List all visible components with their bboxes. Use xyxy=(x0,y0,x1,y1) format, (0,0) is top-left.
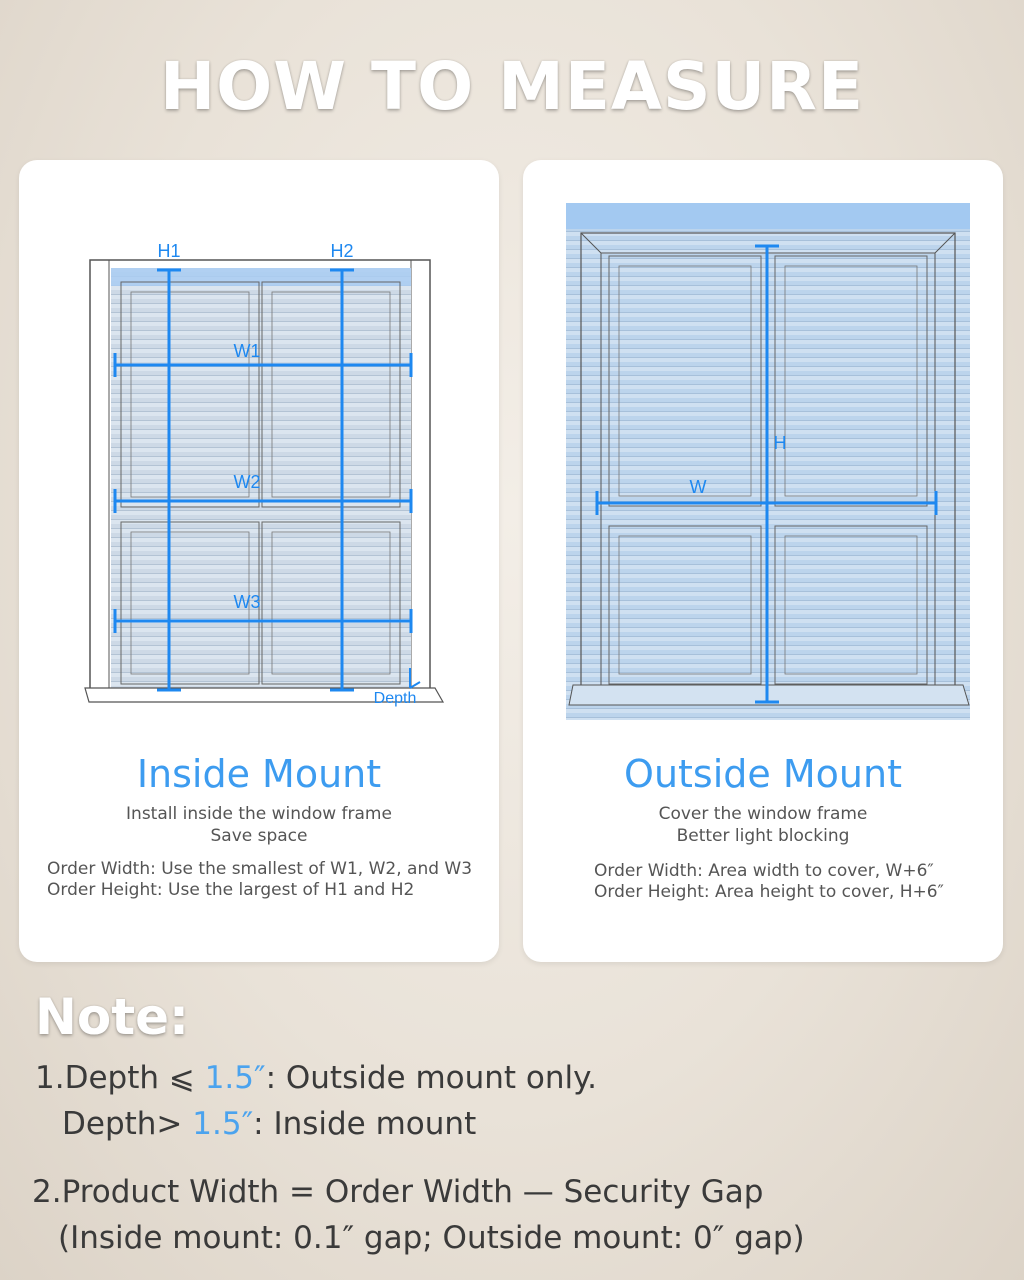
note-1-suffix: : Outside mount only. xyxy=(265,1060,597,1096)
note-line-1 xyxy=(35,1060,597,1096)
outside-mount-sub2: Better light blocking xyxy=(676,826,850,846)
note-line-4: (Inside mount: 0.1″ gap; Outside mount: 0″ gap) xyxy=(58,1220,805,1256)
h1-label: H1 xyxy=(157,241,181,261)
inside-mount-sub1: Install inside the window frame xyxy=(126,804,392,824)
inside-mount-heading: Inside Mount xyxy=(136,752,382,796)
outside-mount-heading: Outside Mount xyxy=(624,752,902,796)
inside-order-height: Order Height: Use the largest of H1 and H2 xyxy=(47,880,415,900)
w1-label: W1 xyxy=(233,341,261,361)
note-2-value: 1.5″ xyxy=(192,1106,254,1142)
inside-mount-sub2: Save space xyxy=(210,826,308,846)
w3-label: W3 xyxy=(233,592,261,612)
h2-label: H2 xyxy=(330,241,354,261)
note-title: Note: xyxy=(35,988,190,1046)
outside-order-height: Order Height: Area height to cover, H+6″ xyxy=(594,882,944,902)
note-line-2 xyxy=(62,1106,476,1142)
outside-mount-sub1: Cover the window frame xyxy=(658,804,868,824)
w-label: W xyxy=(689,477,707,497)
inside-mount-card xyxy=(19,160,499,962)
w2-label: W2 xyxy=(233,472,261,492)
depth-label: Depth xyxy=(373,690,417,707)
note-2-prefix: Depth> xyxy=(62,1106,193,1142)
outside-mount-diagram xyxy=(523,160,1003,720)
note-1-prefix: 1.Depth ⩽ xyxy=(35,1060,205,1096)
note-2-suffix: : Inside mount xyxy=(253,1106,477,1142)
page-title: HOW TO MEASURE xyxy=(159,48,865,125)
outside-order-width: Order Width: Area width to cover, W+6″ xyxy=(594,861,934,881)
note-1-value: 1.5″ xyxy=(204,1060,266,1096)
note-line-3: 2.Product Width = Order Width — Security Gap xyxy=(32,1174,764,1210)
outside-mount-card xyxy=(523,160,1003,962)
blind-shade xyxy=(111,268,411,688)
inside-mount-diagram xyxy=(19,160,499,720)
h-label: H xyxy=(773,433,787,453)
inside-order-width: Order Width: Use the smallest of W1, W2, and W3 xyxy=(47,859,473,879)
